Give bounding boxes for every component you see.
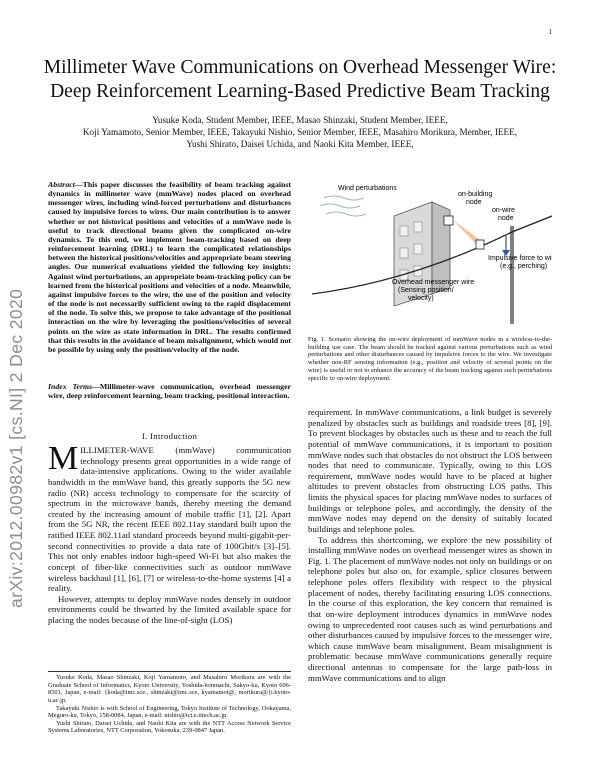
- author-line: Koji Yamamoto, Senior Member, IEEE, Takayuki Nishio, Senior Member, IEEE, Masahiro Morikura, Member, IEEE,: [82, 127, 518, 138]
- on-building-node-icon: [444, 216, 453, 225]
- on-wire-node-icon: [476, 240, 484, 249]
- abstract: [48, 180, 291, 354]
- footnote: Takayuki Nishio is with School of Engineering, Tokyo Institute of Technology, Ookayama, Meguro-ku, Tokyo, 158-0084, Japan, e-mail: nishio@ict.e.titech.ac.jp.: [48, 704, 291, 720]
- figure-caption: Fig. 1. Scenario showing the on-wire deployment of mmWave nodes in a wireless-to-the-building use case. The beam should be tracked against various perturbations such as wind perturbations and other disturbances caused by impulsive forces to the wire. We investigate whether non-RF sensing information (e.g., position and velocity of several points on the wire) is useful or not to enhance the accuracy of the beam tracking against such perturbations specific to on-wire deployment.: [308, 336, 552, 382]
- section-heading: I. Introduction: [141, 431, 198, 441]
- right-column-body: [308, 407, 552, 683]
- figure-1: [312, 176, 552, 326]
- author-list: [40, 114, 560, 151]
- figure-label-messenger: Overhead messenger wire (Sensing position/ velocity): [392, 279, 475, 302]
- intro-paragraph-text: ILLIMETER-WAVE (mmWave) communication technology presents great opportunities in a wide range of data-intensive applications. Owing to the wider available bandwidth in the mmWave band, this greatly supports the 5G new radio (NR) access technology to compensate for the scarcity of spectrum in the microwave bands, thereby meeting the demand created by the increasing amount of mobile traffic [1], [2]. Apart from the 5G NR, the recent IEEE 802.11ay standard built upon the ratified IEEE 802.11ad standard proceeds beyond multi-gigabit-per-second connectivities to provide a data rate of 100Gbit/s [3]–[5]. This not only enables indoor high-speed Wi-Fi but also makes the concept of fiber-like connectivities such as outdoor mmWave wireless backhaul [1], [6], [7] or wireless-to-the-home systems [4] a reality.: [48, 445, 291, 594]
- paper-title: [40, 56, 560, 104]
- author-line: Yushi Shirato, Daisei Uchida, and Naoki Kita Member, IEEE,: [186, 139, 414, 150]
- title-line-1: Millimeter Wave Communications on Overhead Messenger Wire:: [43, 57, 557, 78]
- figure-label-wind: Wind perturbations: [338, 185, 397, 192]
- abstract-text: —This paper discusses the feasibility of beam tracking against dynamics in millimeter wave (mmWave) nodes placed on overhead messenger wires, including wind-forced perturbations and disturbances caused by impulsive forces to wires. Our main contribution is to answer whether or not historical positions and velocities of a mmWave node is useful to track directional beams given the complicated on-wire dynamics. To this end, we implement beam-tracking based on deep reinforcement learning (DRL) to learn the complicated relationships between the historical positions/velocities and appropriate beam steering angles. Our numerical evaluations yielded the following key insights: Against wind perturbations, an appropriate beam-tracking policy can be learned from the historical positions and velocities of a node. Meanwhile, against impulsive forces to the wire, the use of the position and velocity of the node is not necessarily sufficient owing to the rapid displacement of the node. To solve this, we propose to take advantage of the positional interaction on the wire by leveraging the positions/velocities of several points on the wire as state information in DRL. The results confirmed that this results in the avoidance of beam misalignment, which would not be possible by using only the position/velocity of the node.: [48, 180, 291, 354]
- index-terms: [48, 382, 291, 400]
- page-number: 1: [548, 28, 552, 36]
- figure-label-on-wire: on-wire node: [492, 207, 515, 222]
- arxiv-identifier: arXiv:2012.00982v1 [cs.NI] 2 Dec 2020: [6, 288, 26, 608]
- body-paragraph: requirement. In mmWave communications, a link budget is severely penalized by obstacles such as buildings and roadside trees [8], [9]. To prevent blockages by obstacles such as these and to reach the full potential of mmWave communications, it is important to position mmWave nodes such that obstacles do not obstruct the LOS between nodes that need to communicate. Typically, owing to this LOS requirement, mmWave nodes would have to be placed at higher altitudes to prevent obstacles from obstructing LOS paths. This limits the physical spaces for placing mmWave nodes to surfaces of buildings or telephone poles, and accordingly, the density of the mmWave nodes may depend on the density of suitably located buildings and telephone poles.: [308, 407, 552, 534]
- body-paragraph: To address this shortcoming, we explore the new possibility of installing mmWave nodes on overhead messenger wires as shown in Fig. 1. The placement of mmWave nodes not only on buildings or on telephone poles but also on, for example, splice closures between telephone poles offers flexibility with respect to the physical placement of nodes, thereby facilitating ensuring LOS connections. In the course of this exploration, the key concern that remained is that on-wire deployment introduces dynamics in mmWave nodes owing to unprecedented root causes such as wind perturbations and other disturbances caused by impulsive forces to the messenger wire, which cause mmWave beam misalignment. Beam misalignment is problematic because mmWave communications generally require directional antennas to compensate for the large path-loss in mmWave communications and to align: [308, 534, 552, 683]
- index-terms-lead: Index Terms: [48, 382, 93, 391]
- index-terms-text: —Millimeter-wave communication, overhead messenger wire, deep reinforcement learning, beam tracking, positional interaction.: [48, 382, 291, 401]
- footnotes: [48, 674, 291, 735]
- introduction-body: [48, 440, 291, 626]
- intro-paragraph: [48, 440, 291, 594]
- intro-paragraph: However, attempts to deploy mmWave nodes densely in outdoor environments could be thwarted by the limited available space for placing the nodes because of the line-of-sight (LOS): [48, 593, 291, 625]
- scenario-illustration: [312, 176, 552, 326]
- telephone-pole-icon: [510, 226, 514, 324]
- title-line-2: Deep Reinforcement Learning-Based Predictive Beam Tracking: [50, 81, 550, 102]
- footnote: Yushi Shirato, Daisei Uchida, and Naoki Kita are with the NTT Access Network Service Systems Laboratories, NTT Corporation, Yokosuka, 239-0847 Japan.: [48, 719, 291, 735]
- footnote: Yusuke Koda, Masao Shinzaki, Koji Yamamoto, and Masahiro Morikura are with the Graduate School of Informatics, Kyoto University, Yoshida-honmachi, Sakyo-ku, Kyoto 606-8501, Japan, e-mail: {koda@imc.sce., shinzaki@imc.sce, kyamamot@, morikura@}i.kyoto-u.ac.jp.: [48, 674, 291, 704]
- abstract-lead: Abstract: [48, 180, 75, 189]
- figure-label-on-building: on-building node: [458, 191, 493, 206]
- footnote-divider: [48, 671, 291, 672]
- drop-cap: M: [48, 440, 79, 477]
- figure-label-impulsive: Impulsive force to wire (e.g., perching): [488, 255, 552, 270]
- author-line: Yusuke Koda, Student Member, IEEE, Masao Shinzaki, Student Member, IEEE,: [152, 115, 448, 125]
